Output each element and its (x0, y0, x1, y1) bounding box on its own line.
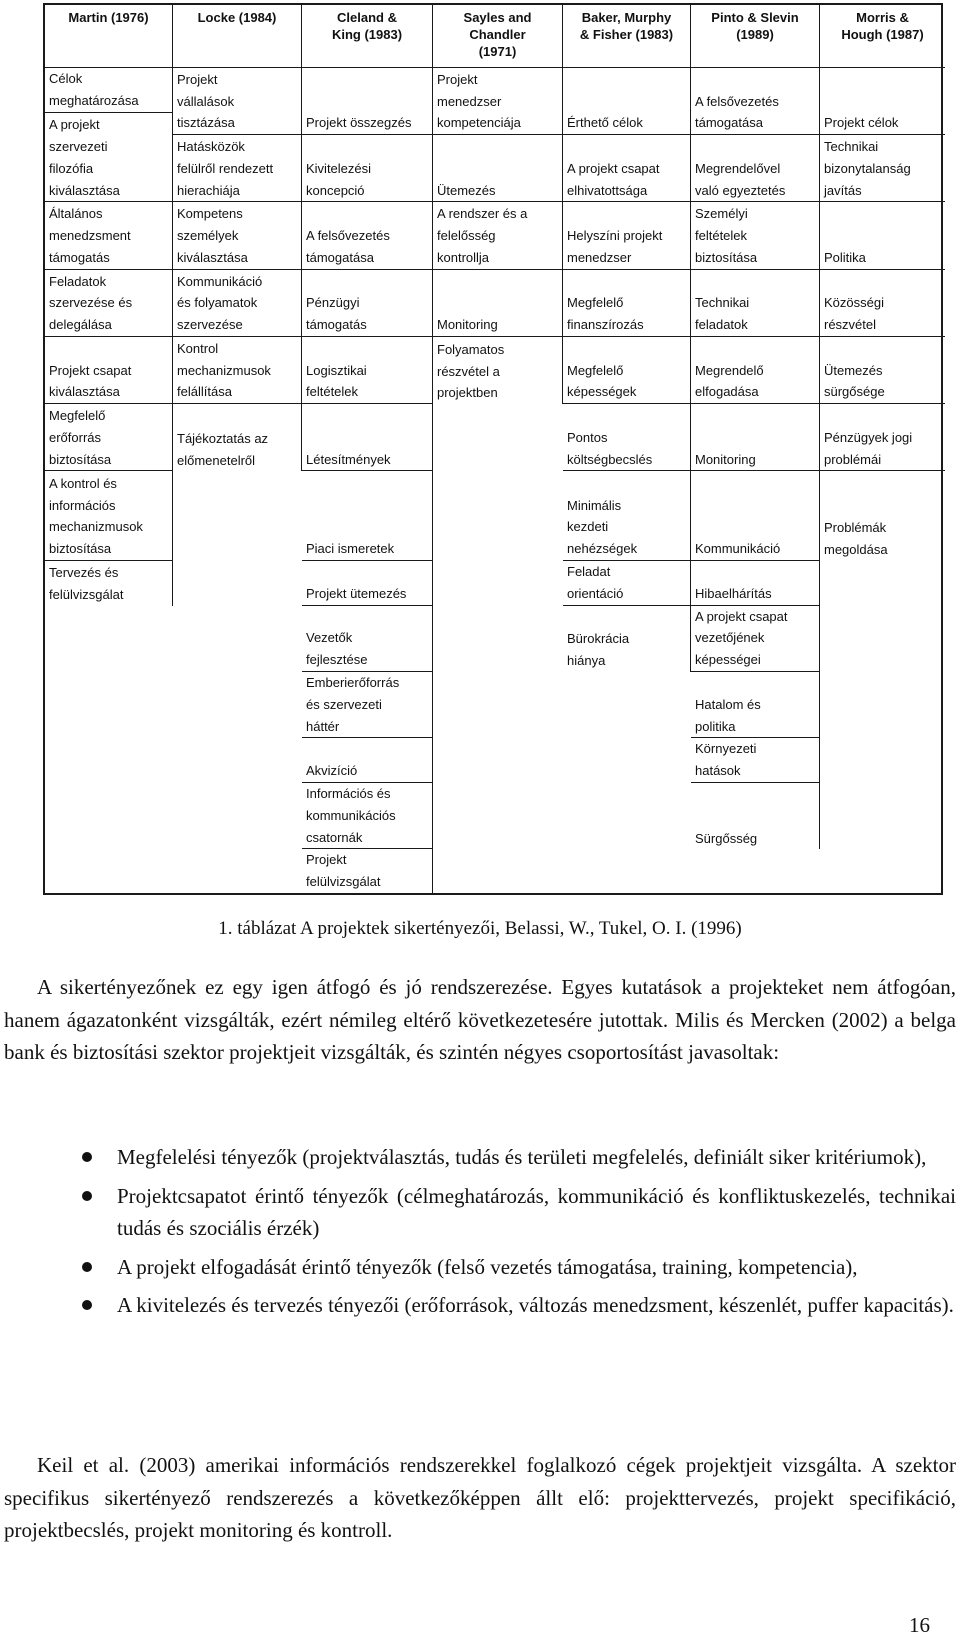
success-factors-table (43, 3, 943, 895)
table-cell: A projekt szervezeti filozófia kiválasztása (45, 113, 173, 203)
table-cell: Megfelelő finanszírozás (563, 270, 691, 337)
table-cell: Monitoring (433, 270, 563, 337)
body-paragraph-2: Keil et al. (2003) amerikai információs rendszerekkel foglalkozó cégek projektjeit vizsgálta. A szektor specifikus sikertényező rendszerezés a következőképpen állt elő: projekttervezés, projekt specifikáció, projektbecslés, projekt monitoring és kontroll. (4, 1453, 956, 1542)
table-cell: A felsővezetés támogatása (691, 68, 820, 135)
table-caption: 1. táblázat A projektek sikertényezői, Belassi, W., Tukel, O. I. (1996) (218, 918, 742, 939)
table-cell: Akvizíció (302, 738, 433, 783)
bullet-icon (82, 1191, 92, 1201)
table-cell: Környezeti hatások (691, 738, 820, 783)
table-cell: Megrendelő elfogadása (691, 337, 820, 404)
table-cell: Feladatok szervezése és delegálása (45, 270, 173, 337)
header-baker: Baker, Murphy & Fisher (1983) (563, 5, 691, 68)
table-cell: Kompetens személyek kiválasztása (173, 202, 302, 269)
table-cell: Kivitelezési koncepció (302, 135, 433, 202)
list-item (0, 1141, 956, 1174)
table-cell: Általános menedzsment támogatás (45, 202, 173, 269)
header-martin: Martin (1976) (45, 5, 173, 68)
table-cell: Projekt ütemezés (302, 561, 433, 606)
list-item (0, 1180, 956, 1245)
table-cell: Hatalom és politika (691, 672, 820, 738)
table-cell: Pénzügyek jogi problémái (820, 404, 945, 471)
table-cell: Monitoring (691, 404, 820, 471)
table-cell: Hatásközök felülről rendezett hierachiája (173, 135, 302, 202)
table-cell: Ütemezés sürgősége (820, 337, 945, 404)
body-paragraph: A sikertényezőnek ez egy igen átfogó és jó rendszerezése. Egyes kutatások a projekteket nem átfogóan, hanem ágazatonként vizsgálták, ezért némileg eltérő következetesére jutottak. Milis és Mercken (2002) a belga bank és biztosítási szektor projektjeit vizsgálták, és szintén négyes csoportosítást javasoltak: (4, 975, 956, 1064)
table-cell: Megfelelő képességek (563, 337, 691, 404)
page-number: 16 (909, 1613, 930, 1637)
header-pinto: Pinto & Slevin (1989) (691, 5, 820, 68)
table-cell: Sürgősség (691, 783, 820, 849)
list-item-text: A projekt elfogadását érintő tényezők (felső vezetés támogatása, training, kompetencia), (117, 1254, 858, 1279)
table-cell: A kontrol és információs mechanizmusok biztosítása (45, 471, 173, 561)
table-cell: Projekt menedzser kompetenciája (433, 68, 563, 135)
table-cell: Technikai bizonytalanság javítás (820, 135, 945, 202)
list-item-text: A kivitelezés és tervezés tényezői (erőforrások, változás menedzsment, készenlét, puffer kapacitás). (117, 1293, 954, 1317)
table-cell: Bürokrácia hiánya (563, 606, 691, 672)
table-cell: A felsővezetés támogatása (302, 202, 433, 269)
bullet-icon (82, 1262, 92, 1272)
table-cell: Politika (820, 202, 945, 269)
table-cell: A rendszer és a felelősség kontrollja (433, 202, 563, 269)
bullet-list (0, 1141, 956, 1328)
header-locke: Locke (1984) (173, 5, 302, 68)
table-cell: Projekt összegzés (302, 68, 433, 135)
table-cell: Célok meghatározása (45, 68, 173, 113)
table-cell: Hibaelhárítás (691, 561, 820, 606)
table-cell: Piaci ismeretek (302, 471, 433, 561)
bullet-icon (82, 1152, 92, 1162)
table-cell: Kommunikáció (691, 471, 820, 561)
table-cell: Kontrol mechanizmusok felállítása (173, 337, 302, 404)
table-cell: Problémák megoldása (824, 520, 888, 558)
table-cell: Helyszíni projekt menedzser (563, 202, 691, 269)
table-cell: Megrendelővel való egyeztetés (691, 135, 820, 202)
table-cell: Megfelelő erőforrás biztosítása (45, 404, 173, 471)
list-item-text: Megfelelési tényezők (projektválasztás, tudás és területi megfelelés, definiált siker kritériumok), (117, 1145, 927, 1169)
table-cell: Pontos költségbecslés (563, 404, 691, 471)
list-item (0, 1251, 956, 1284)
header-sayles: Sayles and Chandler (1971) (433, 5, 563, 68)
table-cell: Tájékoztatás az előmenetelről (173, 404, 302, 471)
table-cell: Pénzügyi támogatás (302, 270, 433, 337)
table-cell: Emberierőforrás és szervezeti háttér (302, 672, 433, 738)
table-cell: Létesítmények (302, 404, 433, 471)
table-cell: Információs és kommunikációs csatornák (302, 783, 433, 849)
header-cleland: Cleland & King (1983) (302, 5, 433, 68)
list-item (0, 1289, 956, 1322)
table-cell: Kommunikáció és folyamatok szervezése (173, 270, 302, 337)
bullet-icon (82, 1300, 92, 1310)
table-cell: Folyamatos részvétel a projektben (433, 337, 563, 404)
table-cell: Tervezés és felülvizsgálat (45, 561, 173, 606)
table-cell: Technikai feladatok (691, 270, 820, 337)
table-cell: Projekt csapat kiválasztása (45, 337, 173, 404)
table-cell: Projekt felülvizsgálat (302, 849, 433, 893)
table-cell: Projekt célok (820, 68, 945, 135)
table-cell: Minimális kezdeti nehézségek (563, 471, 691, 561)
table-cell: Közösségi részvétel (820, 270, 945, 337)
table-cell: Érthető célok (563, 68, 691, 135)
header-morris: Morris & Hough (1987) (820, 5, 945, 68)
table-cell: Személyi feltételek biztosítása (691, 202, 820, 269)
table-cell: Feladat orientáció (563, 561, 691, 606)
table-cell: Logisztikai feltételek (302, 337, 433, 404)
table-cell: Vezetők fejlesztése (302, 606, 433, 672)
table-cell: Projekt vállalások tisztázása (173, 68, 302, 135)
table-cell: A projekt csapat vezetőjének képességei (691, 606, 820, 672)
table-cell: Ütemezés (433, 135, 563, 202)
list-item-text: Projektcsapatot érintő tényezők (célmeghatározás, kommunikáció és konfliktuskezelés, technikai tudás és szociális érzék) (117, 1183, 956, 1240)
table-cell: A projekt csapat elhivatottsága (563, 135, 691, 202)
